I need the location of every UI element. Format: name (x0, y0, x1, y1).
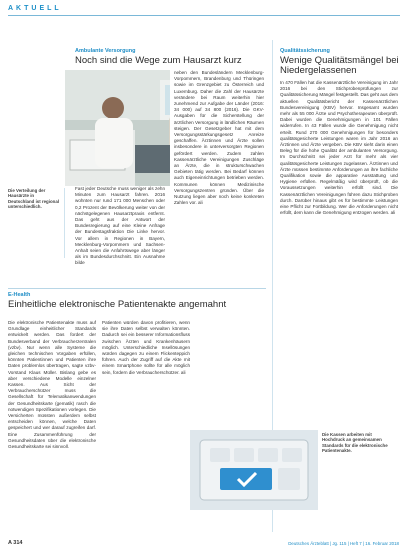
article3-headline: Wenige Qualitätsmängel bei Niedergelassenen (280, 55, 399, 76)
article2-body-left: Die elektronische Patientenakte muss auf Grundlage einheitlicher Standards entwickelt werden. Das fordert der Bundesverband der Verbraucherzentralen (vzbv). Nur wenn alle Systeme die gleichen technischen Vorgaben erfüllen, könnten Patientinnen und Patienten ihre Daten problemlos übertragen, sagte vzbv-Vorstand Klaus Müller. Bislang gebe es aber verschiedene Modelle einzelner Kassen. Aus Sicht der Verbraucherschützer muss die Gesellschaft für Telematikanwendungen der Gesundheitskarte (gematik) rasch die notwendigen Spezifikationen vorlegen. Die Versicherten müssten außerdem selbst entscheiden können, welche Daten gespeichert und wer darauf zugreifen darf. Eine Zusammenführung der Gesundheitsdaten über die elektronische Gesundheitskarte sei sinnvoll. (8, 320, 96, 450)
article2-caption: Die Kassen arbeiten mit Hochdruck an gemeinsamen Standards für die elektronische Patientenakte. (322, 432, 388, 454)
keyboard-photo (190, 430, 318, 510)
article2-top-rule (8, 288, 266, 289)
page-number: A 314 (8, 540, 23, 546)
keyboard-illustration (190, 430, 318, 510)
article3-body: In 470 Fällen hat die Kassenärztliche Vereinigung im Jahr 2016 bei den Stichprobenprüfungen zur Qualitätssicherung Mängel festgestellt. Das geht aus dem aktuellen Qualitätsbericht der Kassenärztlichen Bundesvereinigung (KBV) hervor. Insgesamt wurden mehr als 55 000 Ärzte und Psychotherapeuten überprüft. Dabei wurden die Genehmigungen in 101 Fällen widerrufen. In 43 Fällen wurde die Genehmigung nicht erteilt. Rund 270 000 Genehmigungen für besonders qualitätsgesicherte Leistungen waren im Jahr 2016 an Ärztinnen und Ärzte vergeben. Die KBV sieht darin einen Beleg für die hohe Qualität der ambulanten Versorgung. Im Durchschnitt sei jeder Arzt für mehr als vier qualitätsgesicherte Leistungen zugelassen. Ärztinnen und Ärzte müssen bestimmte Anforderungen an ihre fachliche Qualifikation sowie die apparative Ausstattung und Hygiene erfüllen. Regelmäßig wird überprüft, ob die Voraussetzungen weiterhin erfüllt sind. Die Kassenärztlichen Vereinigungen führen dazu Stichproben durch. Darüber hinaus gibt es für bestimmte Leistungen eine Pflicht zur Fortbildung. Wer die Anforderungen nicht erfüllt, dem kann die Genehmigung entzogen werden. ali (280, 80, 398, 216)
column-divider (64, 188, 65, 258)
article1-caption: Die Verteilung der Hausärzte in Deutschland ist regional unterschiedlich. (8, 188, 59, 210)
header-rule (8, 15, 400, 16)
section-label: AKTUELL (8, 5, 62, 12)
article2-body-middle: Patienten würden davon profitieren, wenn sie ihre Daten selbst verwalten könnten. Dadurch sei ein besserer Informationsfluss zwischen Ärzten und Krankenhäusern möglich. Unterschiedliche Insellösungen würden dagegen zu einem Flickenteppich führen. Auch der Zugriff auf die Akte mit einem Smartphone sollte für alle möglich sein, fordern die Verbraucherschützer. ali (102, 320, 190, 375)
article1-body-right: neben den Bundesländern Mecklenburg-Vorpommern, Brandenburg und Thüringen sowie im Grenzgebiet zu Österreich und Luxemburg. Daher die Zahl der Hausärzte verändere bei Raum weiterhin hier zunehmend zur Aufgabe der Länder (2016: 34 000) auf 34 800 (2016). Die GKV-Ausgaben für die Sicherstellung der ärztlichen Versorgung in ländlichen Räumen steigen. Der Gesetzgeber hat mit dem Versorgungsstärkungsgesetz Anreize geschaffen. Ärztinnen und Ärzte sollen insbesondere in unterversorgten Regionen gefördert werden. Zudem zahlen Kassenärztliche Vereinigungen Zuschläge an Ärzte, die in strukturschwachen Gebieten tätig werden. Bei Bedarf können auch Eigeneinrichtungen betrieben werden. Kommunen können Medizinische Versorgungszentren gründen. Über die Nutzung liegen aber noch keine konkreten Zahlen vor. ali (170, 70, 264, 276)
article2-headline: Einheitliche elektronische Patientenakte angemahnt (8, 299, 227, 310)
article1-kicker: Ambulante Versorgung (75, 48, 136, 54)
article3-kicker: Qualitätssicherung (280, 48, 330, 54)
article1-headline: Noch sind die Wege zum Hausarzt kurz (75, 55, 242, 66)
article1-body-left: Fast jeder Deutsche muss weniger als zehn Minuten zum Hausarzt fahren. 2016 wohnten nur rund 171 000 Menschen oder 0,2 Prozent der Bevölkerung weiter von der nächstgelegenen Hausarztpraxis entfernt. Das geht aus der Antwort der Bundesregierung auf eine Kleine Anfrage der Bundestagsfraktion Die Linke hervor. Vor allem in Regionen in Bayern, Mecklenburg-Vorpommern und Sachsen-Anhalt seien die Anfahrtswege aber länger als im Bundesdurchschnitt. Ein Ausnahme bilde (75, 186, 165, 266)
journal-citation: Deutsches Ärzteblatt | Jg. 115 | Heft 7 | 16. Februar 2018 (288, 541, 399, 546)
article2-kicker: E-Health (8, 292, 31, 298)
